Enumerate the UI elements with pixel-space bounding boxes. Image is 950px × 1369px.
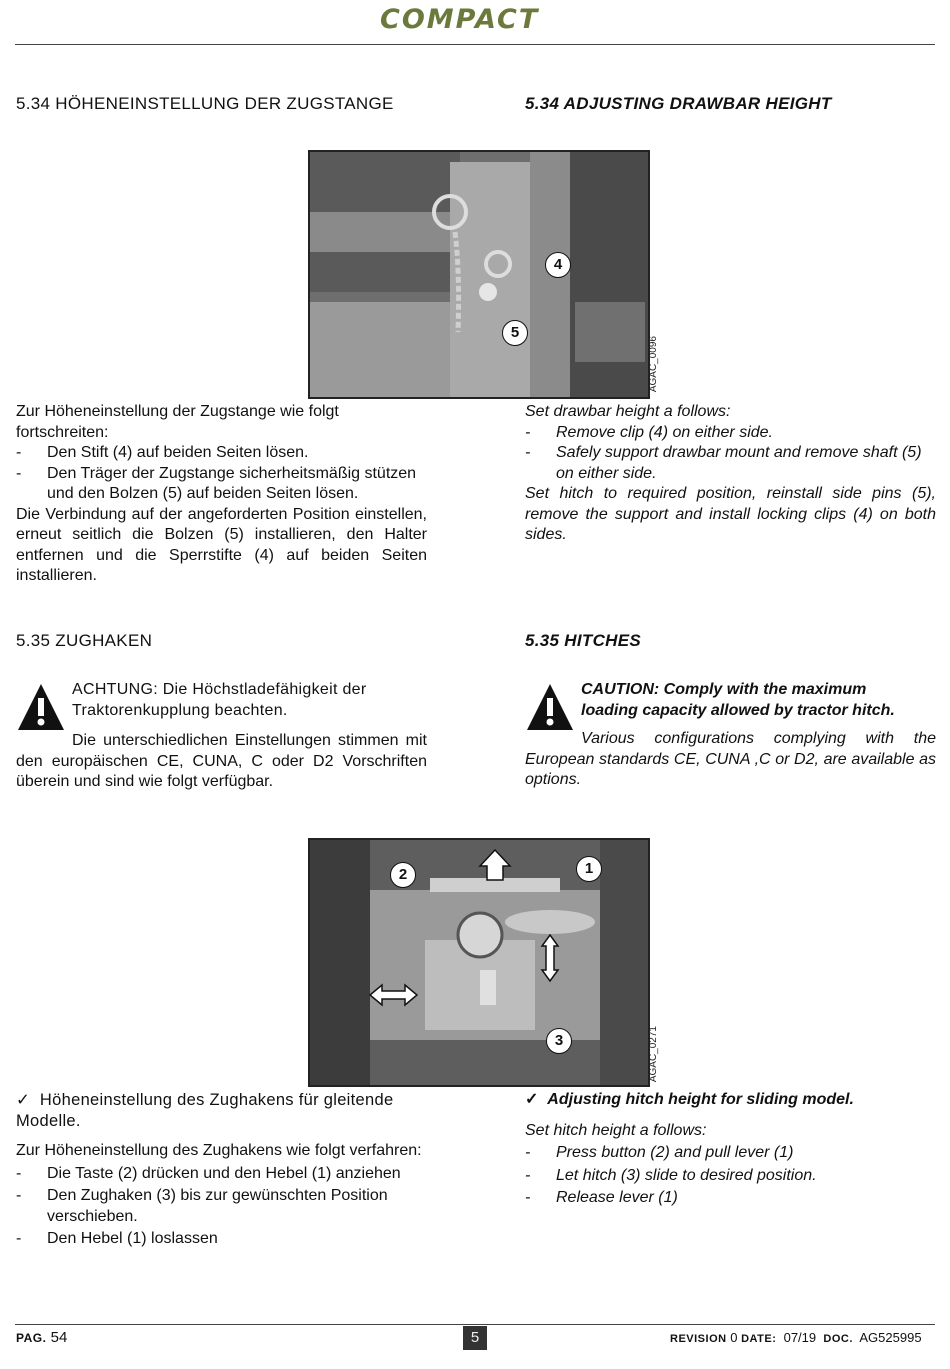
callout-4: 4: [545, 252, 571, 278]
section-534-title-de: 5.34 HÖHENEINSTELLUNG DER ZUGSTANGE: [16, 94, 394, 113]
paragraph-de: Die Verbindung auf der angeforderten Position einstellen, erneut seitlich die Bolzen (5) installieren, den Halter entfernen und die Sperrstifte (4) auf beiden Seiten installieren.: [16, 505, 427, 584]
warning-text-en: CAUTION: Comply with the maximum loading capacity allowed by tractor hitch.: [581, 681, 895, 719]
callout-3: 3: [546, 1028, 572, 1054]
page-number: 54: [50, 1329, 68, 1346]
intro-de: Zur Höheneinstellung des Zughakens wie folgt verfahren:: [16, 1142, 422, 1159]
page-label: PAG. 54: [16, 1329, 68, 1346]
list-item: - Press button (2) and pull lever (1): [525, 1144, 794, 1161]
chapter-number: 5: [463, 1326, 487, 1350]
list-item: - Release lever (1): [525, 1189, 678, 1206]
callout-2: 2: [390, 862, 416, 888]
section-534-title-en: 5.34 ADJUSTING DRAWBAR HEIGHT: [525, 94, 832, 113]
intro-en: Set drawbar height a follows:: [525, 403, 731, 420]
section-535-title-de: 5.35 ZUGHAKEN: [16, 631, 153, 650]
body-text-en: Various configurations complying with the European standards CE, CUNA ,C or D2, are available as options.: [525, 730, 936, 788]
list-item: - Remove clip (4) on either side.: [525, 423, 773, 441]
check-icon: ✓: [525, 1091, 539, 1108]
drawbar-photo: [308, 150, 650, 399]
warning-icon: [525, 682, 575, 732]
paragraph-en: Set hitch to required position, reinstall side pins (5), remove the support and install locking clips (4) on both sides.: [525, 485, 936, 543]
warning-text-de: ACHTUNG: Die Höchstladefähigkeit der Traktorenkupplung beachten.: [72, 681, 367, 719]
intro-en: Set hitch height a follows:: [525, 1121, 707, 1139]
section-535-title-en: 5.35 HITCHES: [525, 631, 642, 650]
check-heading-en: ✓ Adjusting hitch height for sliding model.: [525, 1091, 854, 1108]
section-534-text-de: [16, 402, 427, 587]
brand-logo: COMPACT: [380, 4, 540, 35]
section-535-steps-en: [525, 1090, 936, 1209]
list-item: - Den Zughaken (3) bis zur gewünschten Position verschieben.: [16, 1187, 388, 1225]
warning-icon: [16, 682, 66, 732]
section-534-text-en: [525, 402, 936, 546]
list-item: - Safely support drawbar mount and remove shaft (5) on either side.: [525, 444, 922, 482]
body-text-de: Die unterschiedlichen Einstellungen stimmen mit den europäischen CE, CUNA, C oder D2 Vorschriften überein und sind wie folgt verfügbar.: [16, 732, 427, 790]
list-item: - Die Taste (2) drücken und den Hebel (1) anziehen: [16, 1164, 401, 1182]
intro-de: Zur Höheneinstellung der Zugstange wie folgt fortschreiten:: [16, 403, 339, 441]
list-item: - Den Stift (4) auf beiden Seiten lösen.: [16, 444, 309, 461]
section-535-steps-de: [16, 1090, 436, 1250]
callout-5: 5: [502, 320, 528, 346]
figure-code-2: AGAC_0271: [648, 1026, 659, 1083]
check-heading-de: ✓ Höheneinstellung des Zughakens für gleitende Modelle.: [16, 1091, 394, 1130]
list-item: - Den Hebel (1) loslassen: [16, 1230, 218, 1247]
hitch-photo: [308, 838, 650, 1087]
footer-rule: [15, 1324, 935, 1325]
revision-info: REVISION 0 DATE: 07/19 DOC. AG525995: [670, 1330, 922, 1345]
header-rule: [15, 44, 935, 45]
check-icon: ✓: [16, 1091, 31, 1109]
drawbar-photo-illustration: [310, 152, 648, 397]
figure-code-1: AGAC_0096: [648, 336, 659, 393]
list-item: - Let hitch (3) slide to desired position.: [525, 1166, 817, 1184]
callout-1: 1: [576, 856, 602, 882]
list-item: - Den Träger der Zugstange sicherheitsmäßig stützen und den Bolzen (5) auf beiden Seiten lösen.: [16, 464, 417, 502]
